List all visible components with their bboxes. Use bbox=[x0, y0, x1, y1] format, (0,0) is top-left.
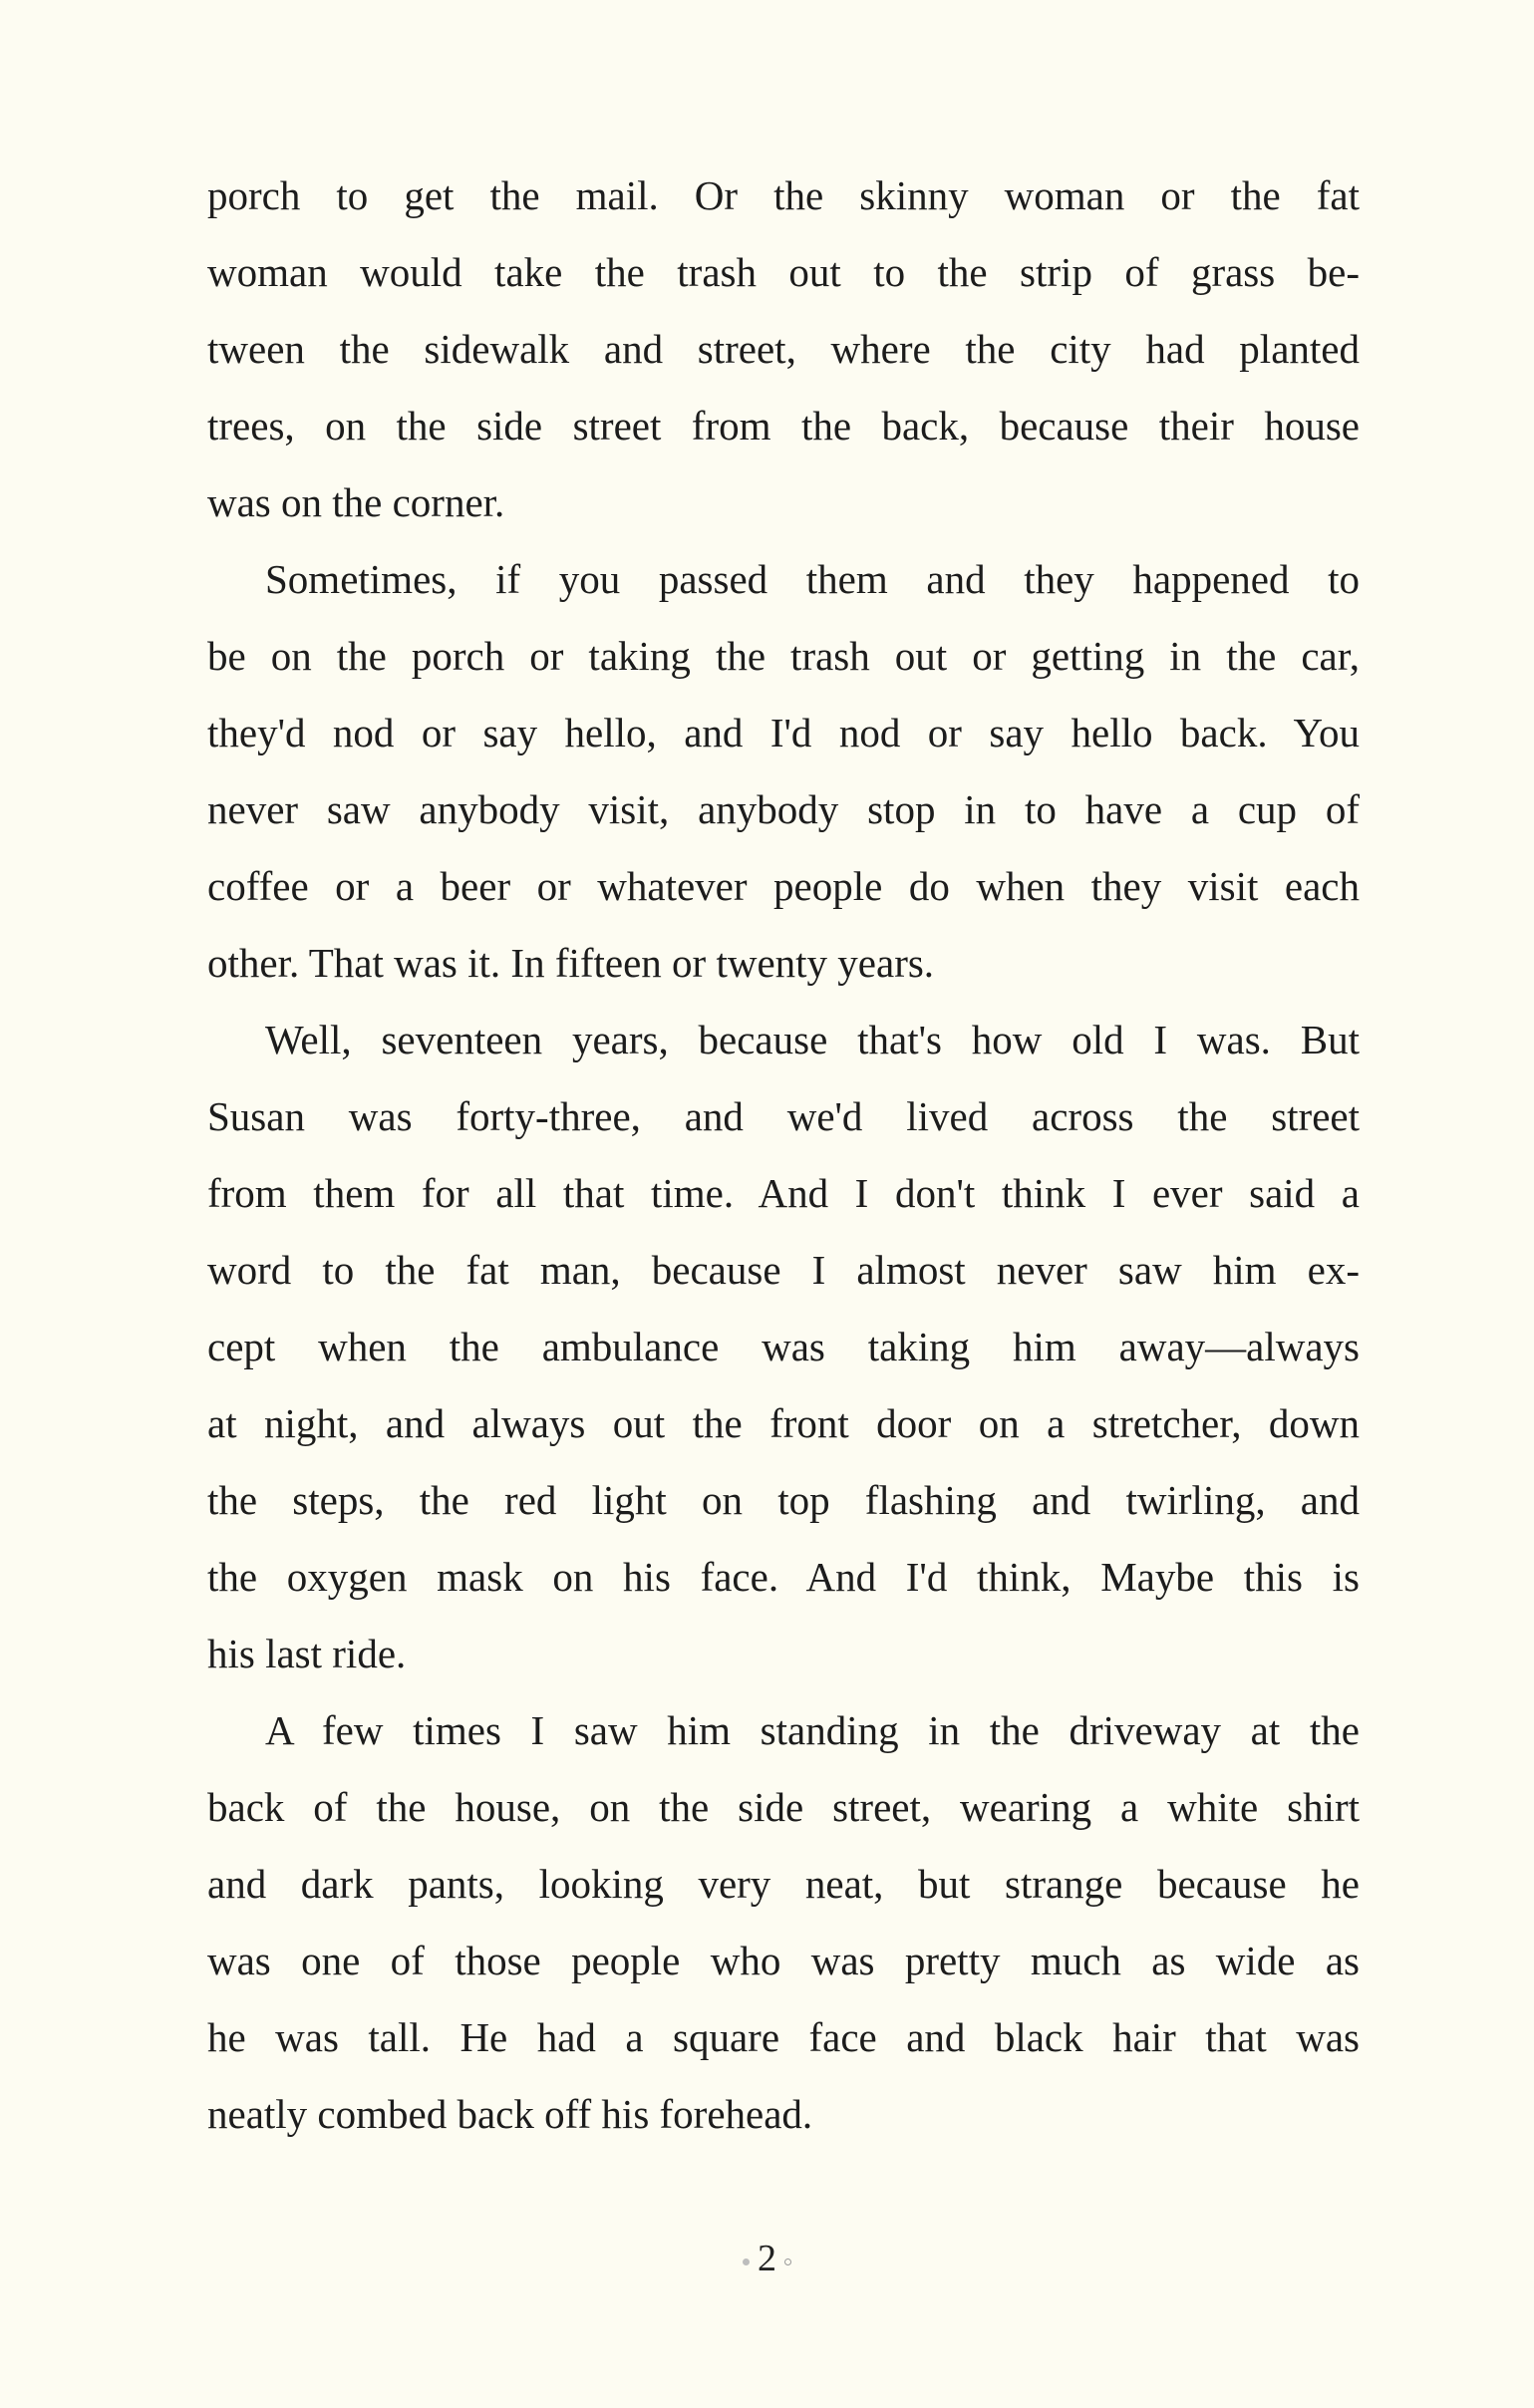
text-line: he was tall. He had a square face and black hair that was bbox=[207, 2014, 1360, 2060]
text-line: porch to get the mail. Or the skinny woman or the fat bbox=[207, 172, 1360, 218]
paragraph bbox=[207, 157, 1360, 541]
text-line: his last ride. bbox=[207, 1631, 407, 1676]
text-line: cept when the ambulance was taking him away—always bbox=[207, 1324, 1360, 1369]
text-line: tween the sidewalk and street, where the city had planted bbox=[207, 326, 1360, 372]
text-line: from them for all that time. And I don't think I ever said a bbox=[207, 1170, 1360, 1216]
page-number bbox=[0, 2237, 1534, 2280]
text-line: A few times I saw him standing in the driveway at the bbox=[265, 1707, 1360, 1753]
text-line: trees, on the side street from the back, because their house bbox=[207, 403, 1360, 449]
text-line: Sometimes, if you passed them and they happened to bbox=[265, 556, 1360, 602]
text-line: they'd nod or say hello, and I'd nod or say hello back. You bbox=[207, 710, 1360, 755]
text-line: coffee or a beer or whatever people do when they visit each bbox=[207, 863, 1360, 909]
text-line: other. That was it. In fifteen or twenty years. bbox=[207, 940, 935, 986]
paragraph bbox=[207, 1692, 1360, 2153]
body-text bbox=[207, 157, 1360, 2153]
text-line: back of the house, on the side street, wearing a white shirt bbox=[207, 1784, 1360, 1830]
text-line: at night, and always out the front door on a stretcher, down bbox=[207, 1400, 1360, 1446]
paragraph bbox=[207, 541, 1360, 1002]
text-line: the steps, the red light on top flashing and twirling, and bbox=[207, 1477, 1360, 1523]
text-line: be on the porch or taking the trash out or getting in the car, bbox=[207, 633, 1360, 679]
text-line: was on the corner. bbox=[207, 479, 505, 525]
text-line: neatly combed back off his forehead. bbox=[207, 2091, 813, 2137]
text-line: and dark pants, looking very neat, but strange because he bbox=[207, 1861, 1360, 1907]
paragraph bbox=[207, 1002, 1360, 1692]
text-line: the oxygen mask on his face. And I'd think, Maybe this is bbox=[207, 1554, 1360, 1600]
text-line: woman would take the trash out to the strip of grass be- bbox=[207, 249, 1360, 295]
page-number-text: 2 bbox=[758, 2238, 776, 2279]
text-line: word to the fat man, because I almost never saw him ex- bbox=[207, 1247, 1360, 1293]
text-line: never saw anybody visit, anybody stop in to have a cup of bbox=[207, 786, 1360, 832]
text-line: Susan was forty-three, and we'd lived across the street bbox=[207, 1093, 1360, 1139]
ornament-dot-icon bbox=[743, 2258, 750, 2265]
text-line: was one of those people who was pretty much as wide as bbox=[207, 1938, 1360, 1983]
ornament-circle-icon bbox=[784, 2258, 791, 2265]
text-line: Well, seventeen years, because that's how old I was. But bbox=[265, 1017, 1360, 1062]
